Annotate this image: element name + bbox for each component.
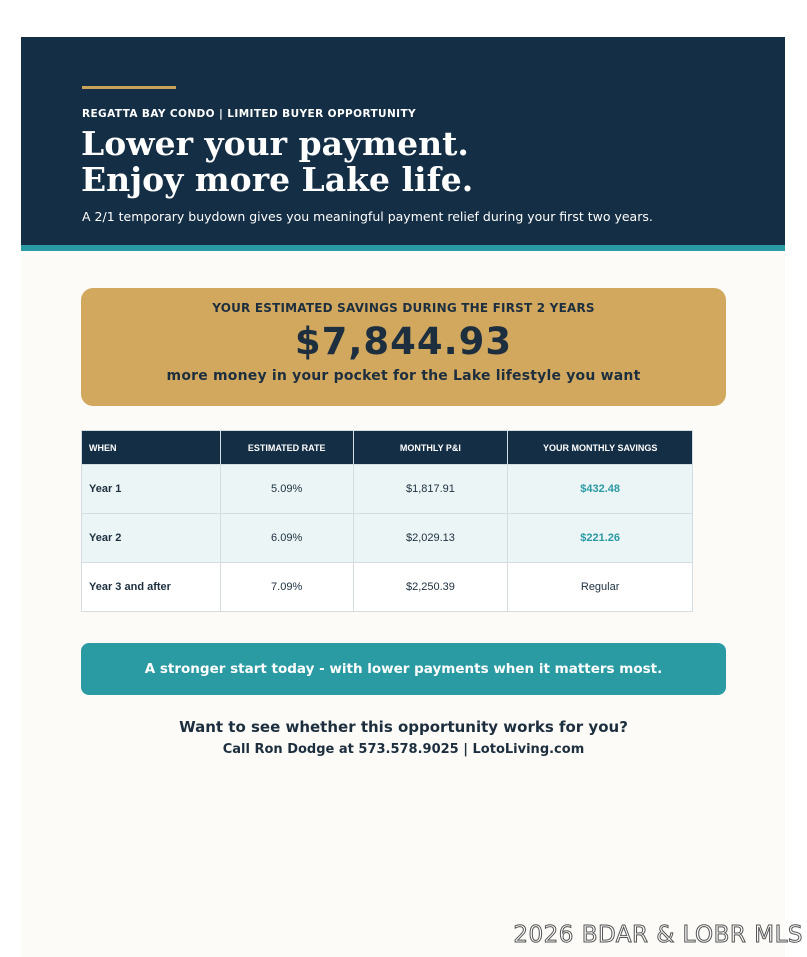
header-monthly-pi: MONTHLY P&I xyxy=(353,431,508,465)
savings-callout xyxy=(81,288,726,406)
cell-payment: $2,029.13 xyxy=(353,514,508,563)
cta-question: Want to see whether this opportunity works for you? xyxy=(179,718,628,736)
header-estimated-rate: ESTIMATED RATE xyxy=(220,431,353,465)
cell-when: Year 2 xyxy=(82,514,221,563)
cell-savings: $221.26 xyxy=(508,514,693,563)
headline-line-1: Lower your payment. xyxy=(81,124,469,163)
header-when: WHEN xyxy=(82,431,221,465)
eyebrow-text: REGATTA BAY CONDO | LIMITED BUYER OPPORTUNITY xyxy=(82,108,417,120)
table-row xyxy=(82,465,693,514)
subheadline: A 2/1 temporary buydown gives you meaningful payment relief during your first two years. xyxy=(82,209,653,224)
cell-rate: 5.09% xyxy=(220,465,353,514)
rate-table xyxy=(81,430,693,612)
headline-line-2: Enjoy more Lake life. xyxy=(81,160,474,199)
cell-savings: Regular xyxy=(508,563,693,612)
hero-stripe xyxy=(21,245,785,251)
savings-caption: more money in your pocket for the Lake lifestyle you want xyxy=(166,368,641,384)
tagline-banner: A stronger start today - with lower payments when it matters most. xyxy=(81,643,726,695)
table-row xyxy=(82,563,693,612)
cell-rate: 6.09% xyxy=(220,514,353,563)
cell-payment: $2,250.39 xyxy=(353,563,508,612)
table-row xyxy=(82,514,693,563)
cell-when: Year 1 xyxy=(82,465,221,514)
cell-savings: $432.48 xyxy=(508,465,693,514)
table-header-row xyxy=(82,431,693,465)
cta-contact: Call Ron Dodge at 573.578.9025 | LotoLiving.com xyxy=(222,742,585,757)
savings-label: YOUR ESTIMATED SAVINGS DURING THE FIRST 2 YEARS xyxy=(212,301,595,315)
accent-rule xyxy=(82,86,176,89)
header-monthly-savings: YOUR MONTHLY SAVINGS xyxy=(508,431,693,465)
cell-when: Year 3 and after xyxy=(82,563,221,612)
cell-payment: $1,817.91 xyxy=(353,465,508,514)
savings-amount: $7,844.93 xyxy=(294,320,513,363)
headline xyxy=(81,126,473,198)
hero-section xyxy=(21,37,785,245)
flyer-card xyxy=(21,37,785,957)
cell-rate: 7.09% xyxy=(220,563,353,612)
mls-watermark: 2026 BDAR & LOBR MLS xyxy=(513,922,803,948)
